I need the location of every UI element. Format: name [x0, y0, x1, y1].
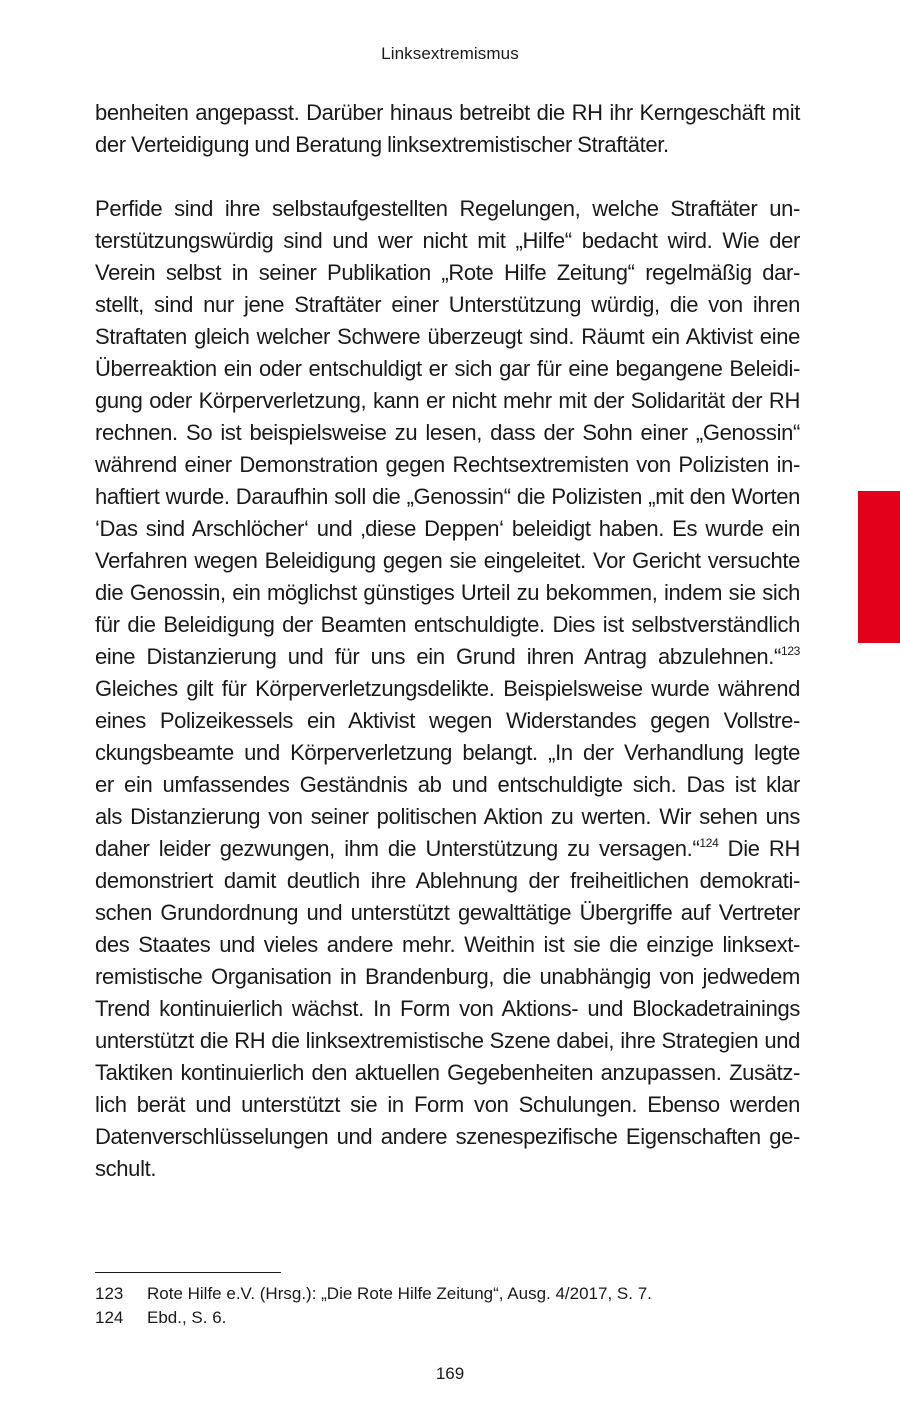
text-line: für die Beleidigung der Beamten entschuldigte. Dies ist selbstverständlich [95, 612, 800, 637]
running-header: Linksextremismus [381, 44, 519, 63]
footnote-divider [95, 1272, 281, 1273]
text-line: als Distanzierung von seiner politischen Aktion zu werten. Wir sehen uns [95, 804, 800, 829]
text-line-with-footnote [95, 833, 800, 865]
footnote-number: 123 [95, 1284, 124, 1303]
footnote-123 [95, 1282, 800, 1306]
text-line: unterstützt die RH die linksextremistische Szene dabei, ihre Strategien und [95, 1028, 800, 1053]
text-line: die Genossin, ein möglichst günstiges Urteil zu bekommen, indem sie sich [95, 580, 800, 605]
text-line: Überreaktion ein oder entschuldigt er sich gar für eine begangene Beleidi- [95, 356, 800, 381]
footnote-ref-124[interactable]: 124 [699, 836, 719, 850]
footnotes [95, 1282, 800, 1330]
footnote-text: Ebd., S. 6. [147, 1308, 227, 1327]
text-line: stellt, sind nur jene Straftäter einer Unterstützung würdig, die von ihren [95, 292, 800, 317]
text-segment: daher leider gezwungen, ihm die Unterstützung zu versagen.“ [95, 836, 700, 861]
text-line: während einer Demonstration gegen Rechtsextremisten von Polizisten in- [95, 452, 800, 477]
text-line: terstützungswürdig sind und wer nicht mit „Hilfe“ bedacht wird. Wie der [95, 228, 800, 253]
text-line: Straftaten gleich welcher Schwere überzeugt sind. Räumt ein Aktivist eine [95, 324, 800, 349]
text-line-with-footnote [95, 641, 800, 673]
text-line: haftiert wurde. Daraufhin soll die „Genossin“ die Polizisten „mit den Worten [95, 484, 800, 509]
text-line: gung oder Körperverletzung, kann er nicht mehr mit der Solidarität der RH [95, 388, 800, 413]
text-line: Trend kontinuierlich wächst. In Form von Aktions- und Blockadetrainings [95, 996, 800, 1021]
text-line: rechnen. So ist beispielsweise zu lesen, dass der Sohn einer „Genossin“ [95, 420, 800, 445]
text-line: schen Grundordnung und unterstützt gewalttätige Übergriffe auf Vertreter [95, 900, 800, 925]
text-line: Perfide sind ihre selbstaufgestellten Regelungen, welche Straftäter un- [95, 196, 800, 221]
paragraph-gap [95, 161, 800, 193]
text-line: des Staates und vieles andere mehr. Weithin ist sie die einzige linksext- [95, 932, 800, 957]
footnote-ref-123[interactable]: 123 [781, 644, 800, 658]
text-line: Verfahren wegen Beleidigung gegen sie eingeleitet. Vor Gericht versuchte [95, 548, 800, 573]
footnote-124 [95, 1306, 800, 1330]
text-line: Gleiches gilt für Körperverletzungsdelikte. Beispielsweise wurde während [95, 676, 800, 701]
text-segment: Die RH [718, 836, 800, 861]
text-line: er ein umfassendes Geständnis ab und entschuldigte sich. Das ist klar [95, 772, 800, 797]
chapter-marker-tab [858, 491, 900, 643]
text-line: Datenverschlüsselungen und andere szenespezifische Eigenschaften ge- [95, 1124, 800, 1149]
text-segment: eine Distanzierung und für uns ein Grund ihren Antrag abzulehnen.“ [95, 644, 782, 669]
page-number: 169 [435, 1364, 465, 1383]
text-line: ‘Das sind Arschlöcher‘ und ‚diese Deppen‘ beleidigt haben. Es wurde ein [95, 516, 800, 541]
text-line: Verein selbst in seiner Publikation „Rote Hilfe Zeitung“ regelmäßig dar- [95, 260, 800, 285]
text-line: der Verteidigung und Beratung linksextremistischer Straftäter. [95, 132, 669, 157]
text-line: remistische Organisation in Brandenburg, die unabhängig von jedwedem [95, 964, 800, 989]
footnote-number: 124 [95, 1308, 124, 1327]
text-line: eines Polizeikessels ein Aktivist wegen Widerstandes gegen Vollstre- [95, 708, 800, 733]
text-line: Taktiken kontinuierlich den aktuellen Gegebenheiten anzupassen. Zusätz- [95, 1060, 800, 1085]
body-text [95, 97, 800, 1185]
text-line: demonstriert damit deutlich ihre Ablehnung der freiheitlichen demokrati- [95, 868, 800, 893]
text-line: benheiten angepasst. Darüber hinaus betreibt die RH ihr Kerngeschäft mit [95, 100, 800, 125]
text-line: lich berät und unterstützt sie in Form von Schulungen. Ebenso werden [95, 1092, 800, 1117]
footnote-text: Rote Hilfe e.V. (Hrsg.): „Die Rote Hilfe Zeitung“, Ausg. 4/2017, S. 7. [147, 1284, 652, 1303]
text-line: schult. [95, 1156, 157, 1181]
text-line: ckungsbeamte und Körperverletzung belangt. „In der Verhandlung legte [95, 740, 800, 765]
